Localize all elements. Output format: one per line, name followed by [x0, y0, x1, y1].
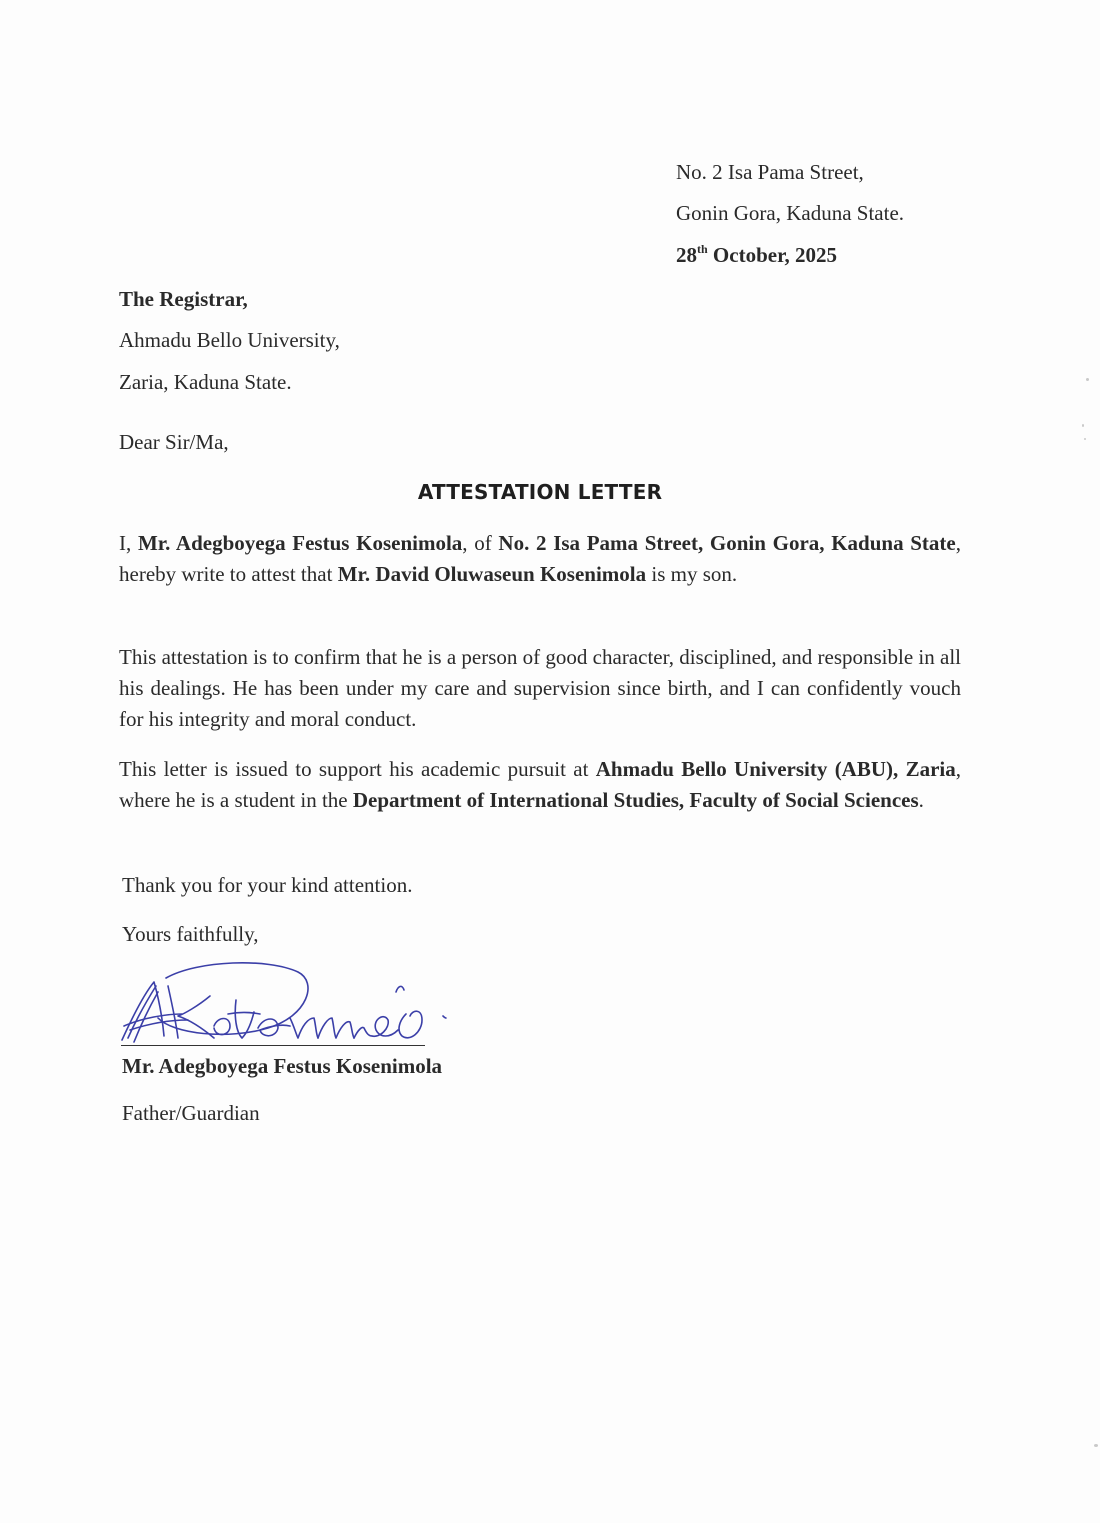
para1-text-1: I,	[119, 531, 138, 555]
para3-text-1: This letter is issued to support his academic pursuit at	[119, 757, 596, 781]
sender-address-line-1: No. 2 Isa Pama Street,	[676, 160, 864, 184]
university-name: Ahmadu Bello University (ABU), Zaria	[595, 757, 956, 781]
letter-date	[676, 242, 837, 271]
para3-text-2: , where he is a student in the	[119, 757, 961, 812]
para1-text-3: , hereby write to attest that	[119, 531, 961, 586]
paragraph-attestation	[119, 528, 961, 590]
recipient-title: The Registrar,	[119, 287, 248, 311]
father-address: No. 2 Isa Pama Street, Gonin Gora, Kaduna State	[498, 531, 956, 555]
sender-address-line-2: Gonin Gora, Kaduna State.	[676, 201, 905, 225]
son-name: Mr. David Oluwaseun Kosenimola	[337, 562, 647, 586]
closing-thanks: Thank you for your kind attention.	[122, 873, 413, 897]
father-name: Mr. Adegboyega Festus Kosenimola	[137, 531, 463, 555]
closing-valediction: Yours faithfully,	[122, 922, 259, 946]
para3-text-3: .	[918, 788, 924, 812]
paragraph-character: This attestation is to confirm that he is a person of good character, disciplined, and responsible in all his dealings. He has been under my care and supervision since birth, and I can confidently vouch for his integrity and moral conduct.	[119, 645, 961, 731]
salutation: Dear Sir/Ma,	[119, 430, 229, 454]
recipient-line-1: Ahmadu Bello University,	[119, 328, 340, 352]
scan-speck	[1082, 424, 1084, 427]
scan-speck	[1086, 378, 1089, 381]
recipient-line-2: Zaria, Kaduna State.	[119, 370, 292, 394]
signature-image	[118, 956, 468, 1056]
date-suffix: th	[697, 242, 708, 256]
scan-speck	[1084, 438, 1086, 440]
signature-line	[121, 1045, 425, 1046]
scan-speck	[1094, 1444, 1098, 1447]
signatory-role: Father/Guardian	[122, 1101, 260, 1125]
letter-heading: ATTESTATION LETTER	[417, 480, 663, 504]
para1-text-4: is my son.	[646, 562, 738, 586]
signatory-name: Mr. Adegboyega Festus Kosenimola	[122, 1054, 443, 1078]
paragraph-purpose	[119, 754, 961, 816]
department-name: Department of International Studies, Faculty of Social Sciences	[352, 788, 919, 812]
date-month-year: October, 2025	[707, 243, 837, 267]
date-day: 28	[676, 243, 697, 267]
para1-text-2: , of	[462, 531, 499, 555]
